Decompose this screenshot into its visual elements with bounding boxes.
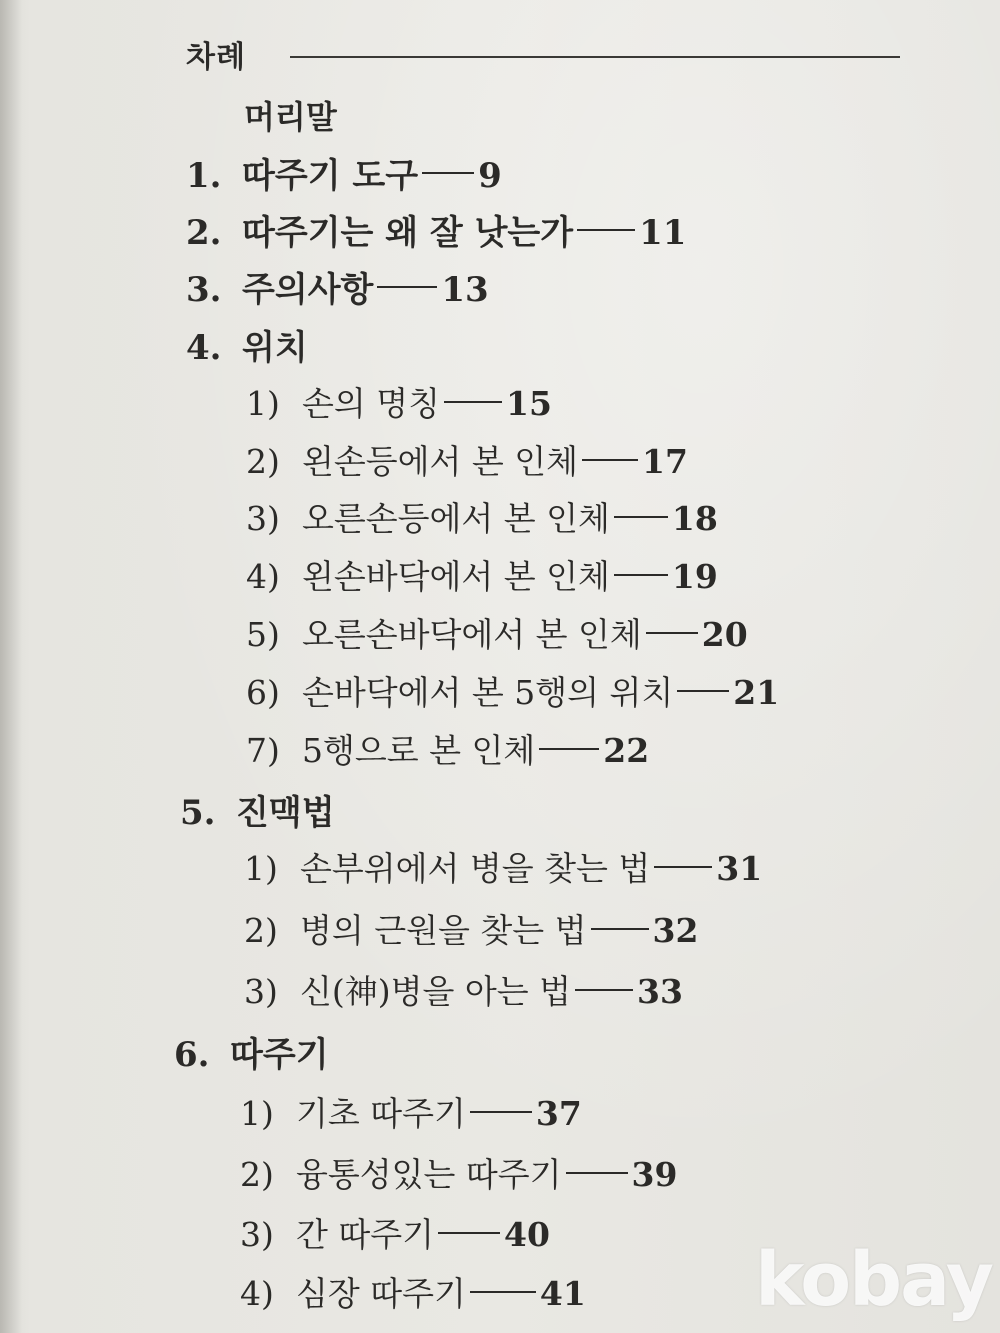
toc-title: 차례 (186, 40, 246, 75)
leader-dash (566, 1172, 628, 1174)
entry-number: 3) (246, 499, 280, 538)
entry-label: 따주기는 왜 잘 낫는가 (242, 213, 574, 253)
entry-number: 5) (246, 615, 280, 654)
entry-page: 41 (539, 1274, 586, 1313)
toc-entry-chapter-4 (186, 320, 308, 369)
leader-dash (614, 574, 668, 576)
entry-label: 심장 따주기 (296, 1274, 466, 1313)
entry-label: 왼손바닥에서 본 인체 (302, 557, 610, 596)
entry-label: 오른손등에서 본 인체 (302, 499, 610, 538)
entry-number: 5. (180, 793, 216, 833)
leader-dash (539, 748, 599, 750)
entry-label: 손바닥에서 본 5행의 위치 (302, 673, 674, 712)
entry-label: 융통성있는 따주기 (296, 1155, 562, 1194)
leader-dash (646, 632, 698, 634)
leader-dash (470, 1291, 536, 1293)
toc-entry-section (240, 1268, 586, 1315)
toc-preface: 머리말 (244, 98, 337, 136)
entry-label: 위치 (242, 328, 308, 368)
toc-entry-section (244, 843, 762, 890)
toc-header (186, 32, 906, 82)
entry-label: 따주기 도구 (242, 156, 419, 196)
leader-dash (582, 459, 638, 461)
entry-number: 2) (246, 442, 280, 481)
toc-entry-section (246, 436, 688, 483)
toc-entry-section (246, 609, 748, 656)
entry-page: 20 (701, 615, 748, 654)
entry-label: 손의 명칭 (302, 384, 441, 423)
entry-number: 1) (246, 384, 280, 423)
entry-number: 6. (174, 1035, 210, 1075)
toc-entry-chapter-5 (180, 785, 335, 834)
leader-dash (377, 286, 437, 288)
toc-entry-section (240, 1149, 677, 1196)
entry-number: 1. (186, 156, 222, 196)
page-gutter-shadow (0, 0, 22, 1333)
toc-entry-section (246, 493, 718, 540)
entry-number: 4. (186, 328, 222, 368)
toc-entry-section (244, 905, 698, 952)
entry-label: 5행으로 본 인체 (302, 731, 536, 770)
toc-title-rule (290, 56, 900, 58)
entry-label: 진맥법 (236, 793, 335, 833)
entry-page: 9 (478, 156, 502, 196)
entry-label: 오른손바닥에서 본 인체 (302, 615, 642, 654)
entry-number: 2) (244, 911, 278, 950)
leader-dash (444, 401, 502, 403)
toc-entry-section (244, 966, 683, 1013)
entry-label: 주의사항 (242, 270, 374, 310)
toc-entry-section (246, 667, 779, 714)
toc-entry-section (246, 725, 649, 772)
entry-label: 병의 근원을 찾는 법 (300, 911, 587, 950)
entry-label: 따주기 (230, 1035, 329, 1075)
entry-page: 31 (716, 849, 763, 888)
entry-number: 6) (246, 673, 280, 712)
entry-label: 간 따주기 (296, 1215, 435, 1254)
toc-entry-section (240, 1088, 582, 1135)
toc-entry-section (246, 378, 552, 425)
entry-page: 39 (631, 1155, 678, 1194)
leader-dash (575, 989, 633, 991)
entry-page: 15 (506, 384, 552, 423)
entry-number: 4) (246, 557, 280, 596)
entry-label: 손부위에서 병을 찾는 법 (300, 849, 651, 888)
leader-dash (677, 690, 729, 692)
entry-page: 11 (639, 213, 687, 253)
leader-dash (438, 1232, 500, 1234)
leader-dash (591, 928, 649, 930)
toc-entry-chapter-2 (186, 205, 686, 254)
toc-entry-chapter-1 (186, 148, 502, 197)
entry-label: 기초 따주기 (296, 1094, 466, 1133)
entry-number: 2) (240, 1155, 274, 1194)
watermark-logo: kobay (755, 1237, 992, 1323)
leader-dash (614, 516, 668, 518)
entry-page: 13 (441, 270, 489, 310)
entry-page: 17 (642, 442, 688, 481)
entry-page: 37 (535, 1094, 582, 1133)
toc-entry-chapter-3 (186, 262, 489, 311)
entry-page: 18 (671, 499, 718, 538)
entry-label: 왼손등에서 본 인체 (302, 442, 579, 481)
entry-number: 1) (240, 1094, 274, 1133)
leader-dash (654, 866, 712, 868)
toc-entry-section (246, 551, 718, 598)
entry-number: 1) (244, 849, 278, 888)
entry-number: 4) (240, 1274, 274, 1313)
leader-dash (470, 1111, 532, 1113)
entry-number: 3) (240, 1215, 274, 1254)
toc-entry-section (240, 1209, 550, 1256)
entry-number: 3) (244, 972, 278, 1011)
entry-page: 22 (603, 731, 650, 770)
leader-dash (577, 229, 635, 231)
entry-number: 7) (246, 731, 280, 770)
entry-number: 2. (186, 213, 222, 253)
entry-page: 19 (671, 557, 718, 596)
entry-page: 32 (652, 911, 699, 950)
entry-page: 40 (504, 1215, 550, 1254)
entry-number: 3. (186, 270, 222, 310)
entry-label: 신(神)병을 아는 법 (300, 972, 571, 1011)
entry-page: 33 (637, 972, 683, 1011)
leader-dash (422, 172, 474, 174)
toc-entry-chapter-6 (174, 1027, 329, 1076)
entry-page: 21 (733, 673, 780, 712)
